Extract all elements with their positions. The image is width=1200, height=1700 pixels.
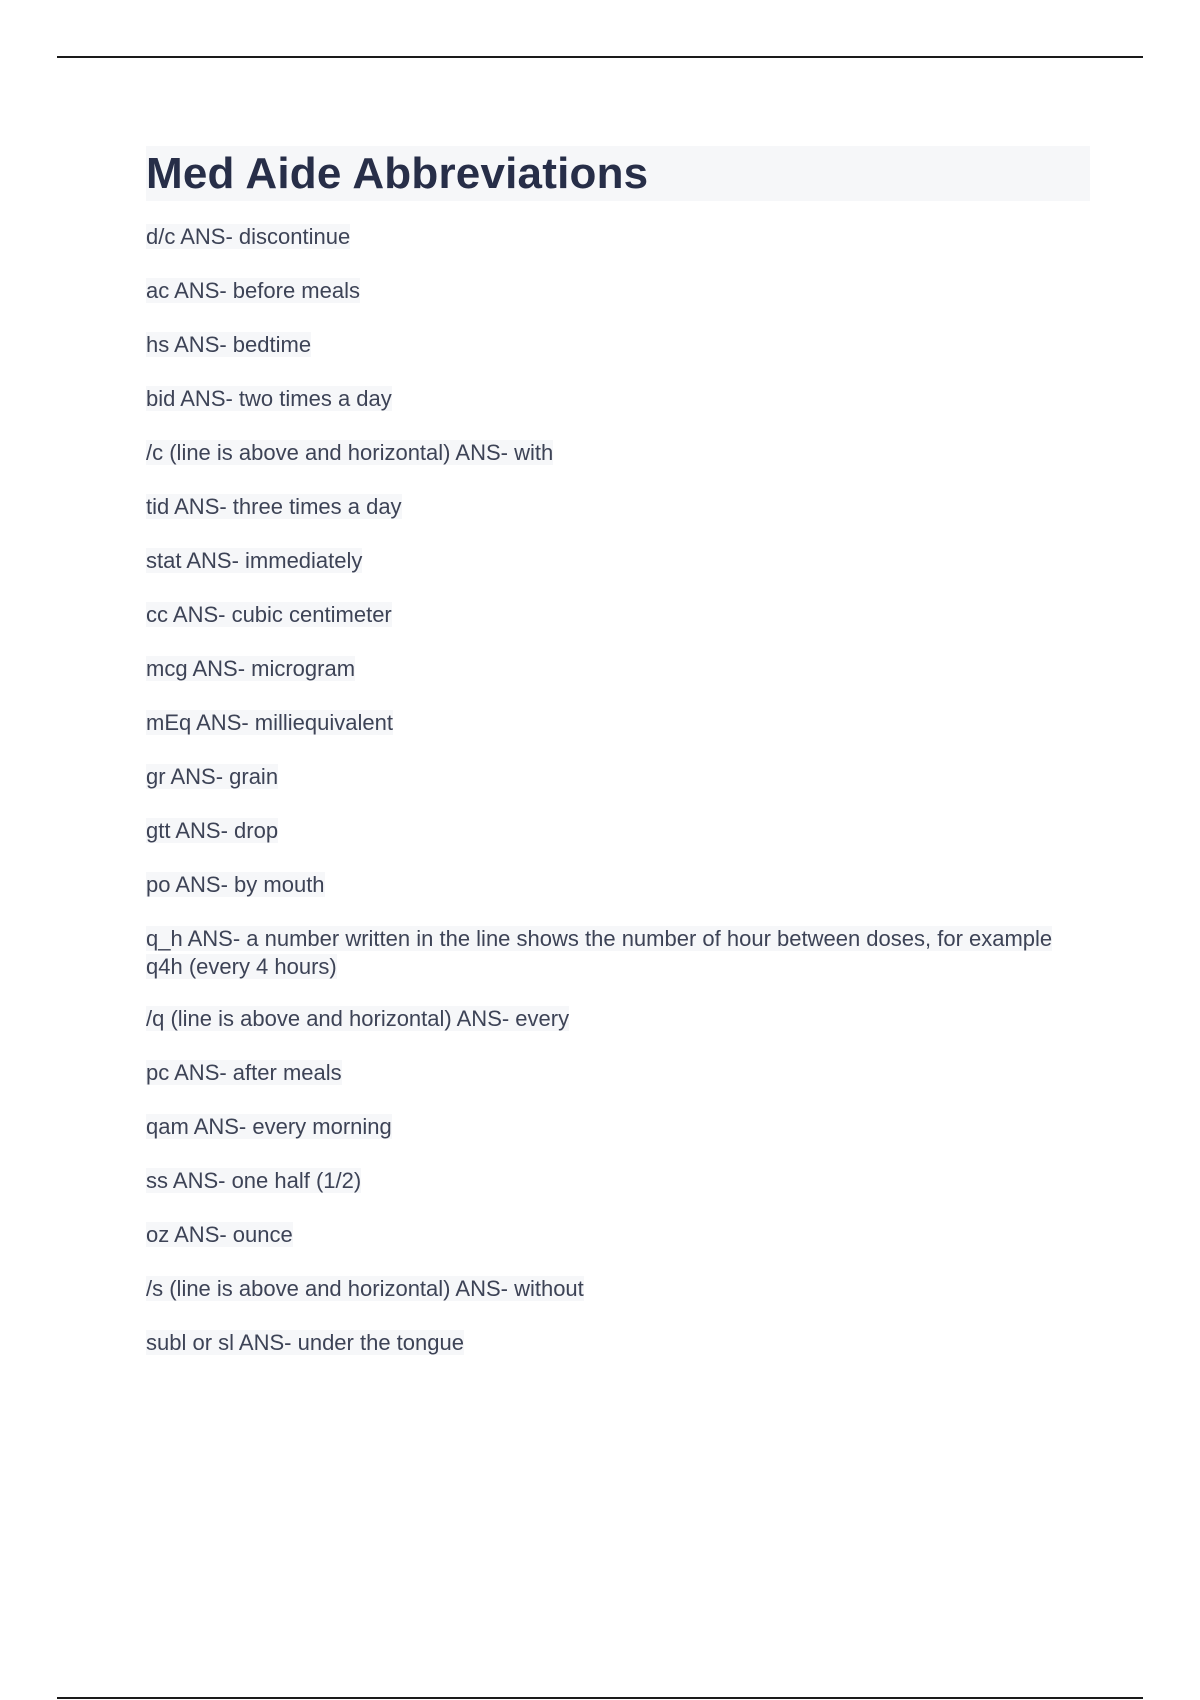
page-title: Med Aide Abbreviations xyxy=(146,149,649,198)
list-item xyxy=(146,277,1090,305)
list-item xyxy=(146,385,1090,413)
entry-text: qam ANS- every morning xyxy=(146,1114,392,1139)
entry-text: stat ANS- immediately xyxy=(146,548,363,573)
list-item xyxy=(146,817,1090,845)
list-item xyxy=(146,925,1090,981)
list-item xyxy=(146,1059,1090,1087)
entry-text: ac ANS- before meals xyxy=(146,278,360,303)
top-divider xyxy=(57,56,1143,58)
bottom-divider xyxy=(57,1697,1143,1699)
list-item xyxy=(146,1005,1090,1033)
list-item xyxy=(146,655,1090,683)
title-banner xyxy=(146,146,1090,201)
list-item xyxy=(146,1113,1090,1141)
entry-text: cc ANS- cubic centimeter xyxy=(146,602,392,627)
entry-text: d/c ANS- discontinue xyxy=(146,224,351,249)
abbreviation-list xyxy=(146,223,1090,1357)
list-item xyxy=(146,331,1090,359)
list-item xyxy=(146,1329,1090,1357)
entry-text: q_h ANS- a number written in the line shows the number of hour between doses, for example q4h (every 4 hours) xyxy=(146,926,1053,979)
list-item xyxy=(146,1167,1090,1195)
list-item xyxy=(146,439,1090,467)
list-item xyxy=(146,601,1090,629)
entry-text: tid ANS- three times a day xyxy=(146,494,402,519)
list-item xyxy=(146,1275,1090,1303)
list-item xyxy=(146,709,1090,737)
list-item xyxy=(146,223,1090,251)
document-content xyxy=(146,146,1090,1383)
entry-text: ss ANS- one half (1/2) xyxy=(146,1168,362,1193)
entry-text: oz ANS- ounce xyxy=(146,1222,293,1247)
entry-text: gtt ANS- drop xyxy=(146,818,279,843)
entry-text: gr ANS- grain xyxy=(146,764,279,789)
entry-text: hs ANS- bedtime xyxy=(146,332,312,357)
list-item xyxy=(146,547,1090,575)
entry-text: /q (line is above and horizontal) ANS- every xyxy=(146,1006,570,1031)
entry-text: po ANS- by mouth xyxy=(146,872,325,897)
entry-text: /c (line is above and horizontal) ANS- with xyxy=(146,440,554,465)
entry-text: mEq ANS- milliequivalent xyxy=(146,710,393,735)
list-item xyxy=(146,763,1090,791)
entry-text: pc ANS- after meals xyxy=(146,1060,342,1085)
list-item xyxy=(146,871,1090,899)
entry-text: bid ANS- two times a day xyxy=(146,386,392,411)
list-item xyxy=(146,493,1090,521)
list-item xyxy=(146,1221,1090,1249)
entry-text: subl or sl ANS- under the tongue xyxy=(146,1330,464,1355)
entry-text: mcg ANS- microgram xyxy=(146,656,356,681)
entry-text: /s (line is above and horizontal) ANS- without xyxy=(146,1276,584,1301)
